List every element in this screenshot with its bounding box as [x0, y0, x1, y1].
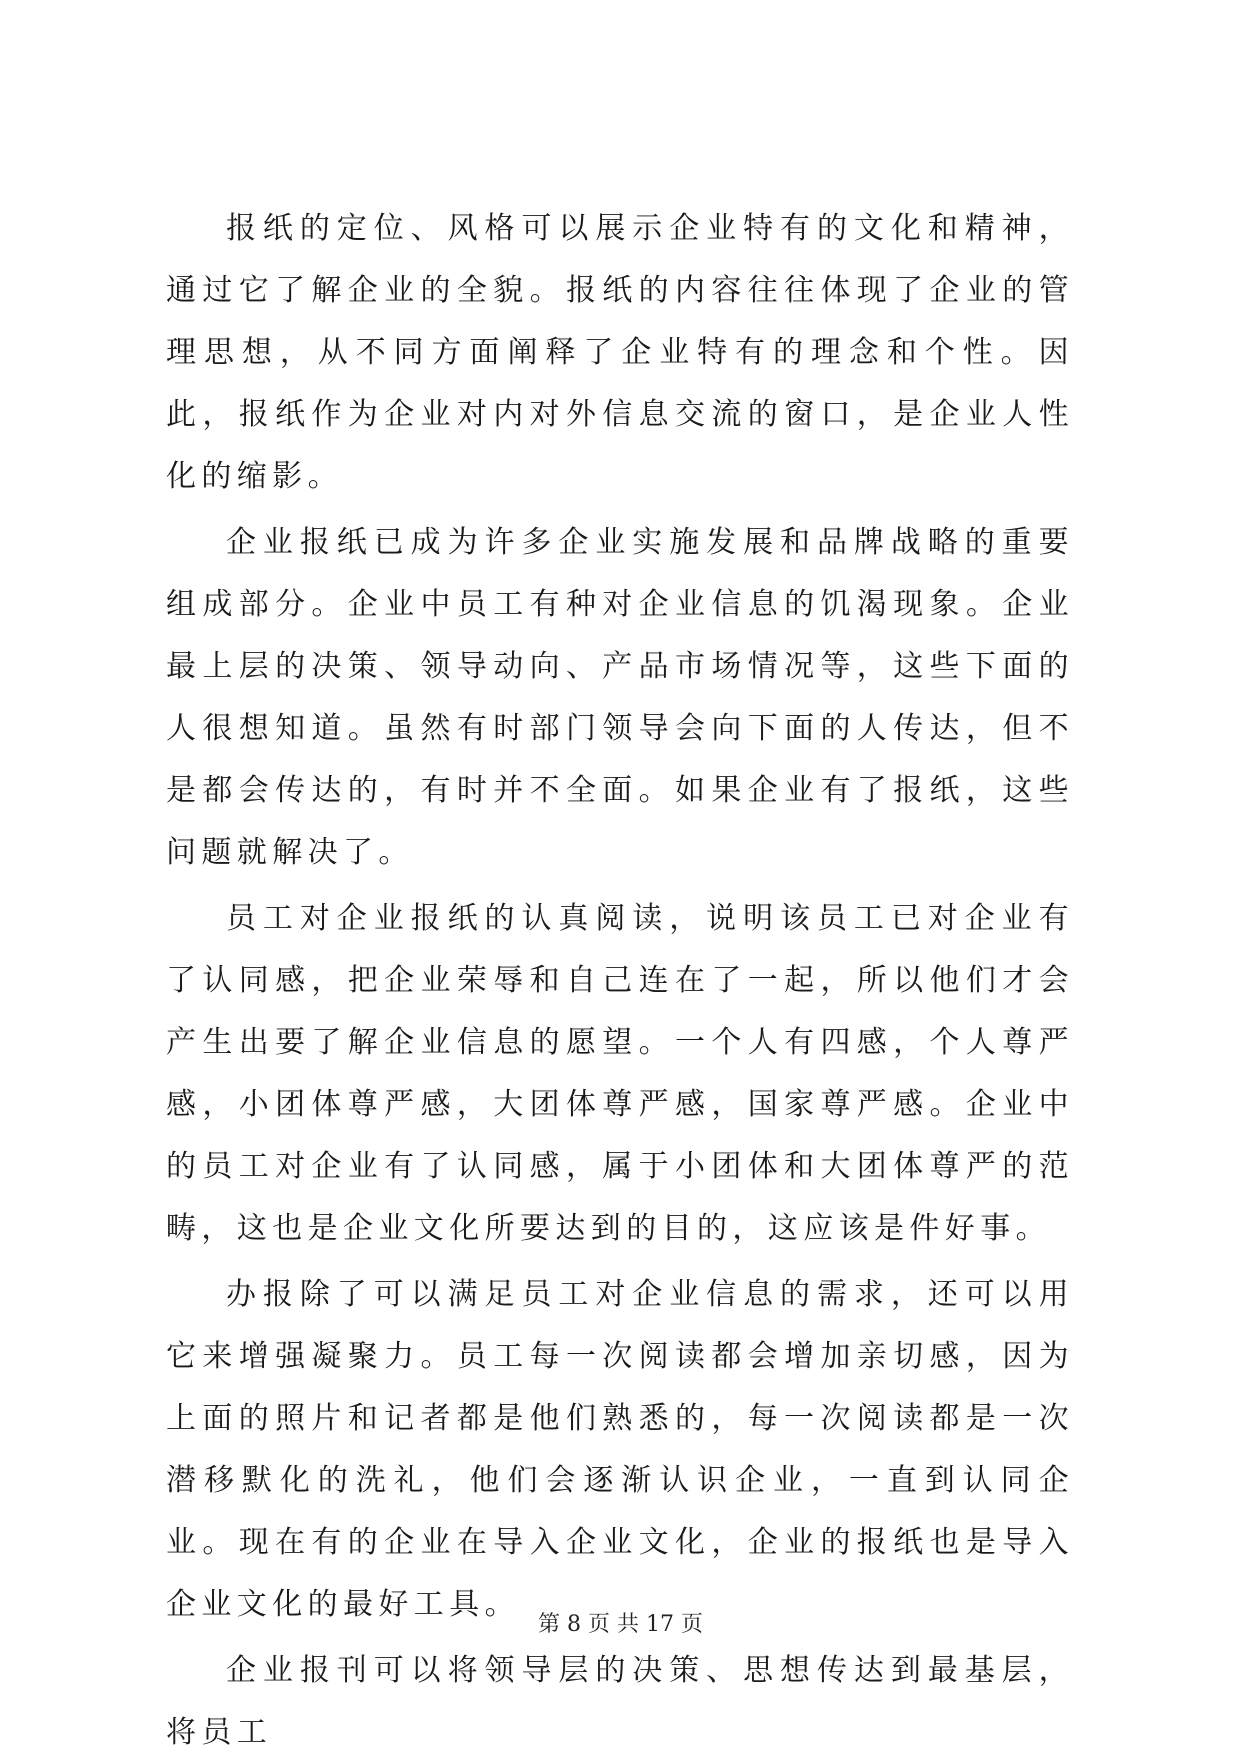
document-body: [166, 198, 1074, 1764]
paragraph-3: 员工对企业报纸的认真阅读，说明该员工已对企业有了认同感，把企业荣辱和自己连在了一起，所以他们才会产生出要了解企业信息的愿望。一个人有四感，个人尊严感，小团体尊严感，大团体尊严感，国家尊严感。企业中的员工对企业有了认同感，属于小团体和大团体尊严的范畴，这也是企业文化所要达到的目的，这应该是件好事。: [166, 901, 1074, 1246]
paragraph-4: 办报除了可以满足员工对企业信息的需求，还可以用它来增强凝聚力。员工每一次阅读都会增加亲切感，因为上面的照片和记者都是他们熟悉的，每一次阅读都是一次潜移默化的洗礼，他们会逐渐认识企业，一直到认同企业。现在有的企业在导入企业文化，企业的报纸也是导入企业文化的最好工具。: [166, 1277, 1074, 1622]
page-number-footer: 第 8 页 共 17 页: [538, 1612, 703, 1637]
paragraph-2: 企业报纸已成为许多企业实施发展和品牌战略的重要组成部分。企业中员工有种对企业信息的饥渴现象。企业最上层的决策、领导动向、产品市场情况等，这些下面的人很想知道。虽然有时部门领导会向下面的人传达，但不是都会传达的，有时并不全面。如果企业有了报纸，这些问题就解决了。: [166, 525, 1074, 870]
paragraph-5: 企业报刊可以将领导层的决策、思想传达到最基层，将员工: [166, 1653, 1074, 1750]
paragraph-1: 报纸的定位、风格可以展示企业特有的文化和精神，通过它了解企业的全貌。报纸的内容往往体现了企业的管理思想，从不同方面阐释了企业特有的理念和个性。因此，报纸作为企业对内对外信息交流的窗口，是企业人性化的缩影。: [166, 211, 1074, 494]
